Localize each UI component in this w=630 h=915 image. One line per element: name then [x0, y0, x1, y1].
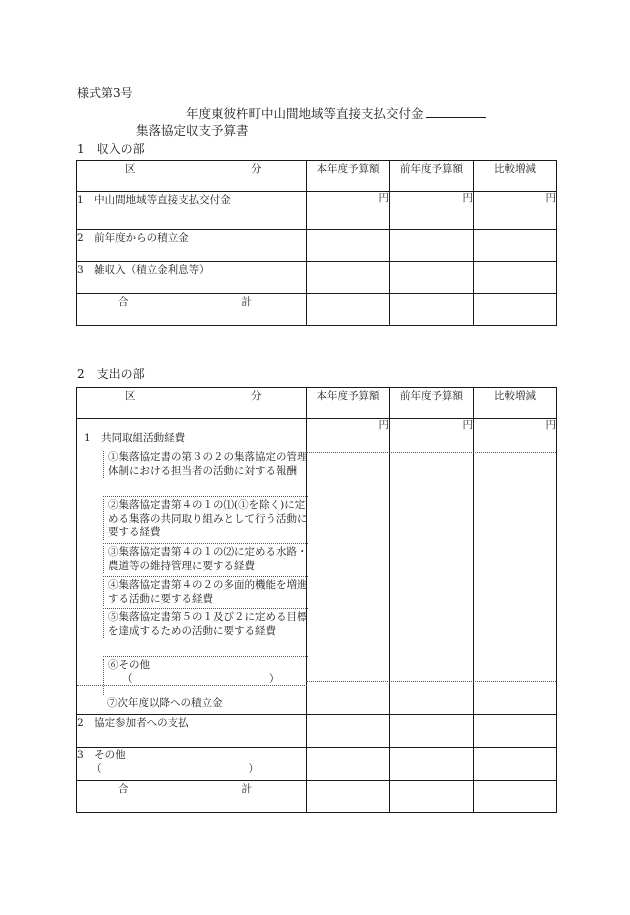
sub-item-3: ③集落協定書第４の１の⑵に定める水路・農道等の維持管理に要する経費: [103, 546, 308, 573]
cell: [474, 781, 557, 813]
dotted-divider: [103, 543, 308, 544]
title-blank-line: [426, 106, 486, 118]
dotted-divider: [103, 496, 308, 497]
expense-row-2: [77, 715, 557, 748]
income-label-1: 1 中山間地域等直接支払交付金: [77, 192, 307, 230]
dotted-divider-amounts: [306, 681, 556, 682]
header-current-budget: 本年度予算額: [307, 161, 390, 192]
yen-unit: 円: [474, 192, 557, 230]
cell: [307, 262, 390, 294]
yen-unit: 円: [390, 419, 474, 715]
header-difference: 比較増減: [474, 161, 557, 192]
income-row-2: [77, 230, 557, 262]
expense-row-3: [77, 748, 557, 781]
header-difference: 比較増減: [474, 388, 557, 419]
expense-label-2: 2 協定参加者への支払: [77, 715, 307, 748]
cell: [390, 230, 474, 262]
expense-section-title: 2 支出の部: [77, 367, 145, 381]
income-header-row: [77, 161, 557, 192]
header-category: 区 分: [77, 161, 307, 192]
header-category: 区 分: [77, 388, 307, 419]
form-number: 様式第3号: [77, 86, 133, 100]
dotted-divider: [103, 608, 308, 609]
expense-total-row: [77, 781, 557, 813]
cell: [390, 294, 474, 326]
income-total-row: [77, 294, 557, 326]
expense-label-1: 1 共同取組活動経費: [84, 432, 186, 444]
sub-item-6: ⑥その他 （ ）: [103, 659, 308, 695]
income-row-1: [77, 192, 557, 230]
title-line-1: [186, 104, 486, 122]
header-current-budget: 本年度予算額: [307, 388, 390, 419]
income-total-label: 合 計: [77, 294, 307, 326]
cell: [307, 715, 390, 748]
header-previous-budget: 前年度予算額: [390, 388, 474, 419]
cell: [390, 262, 474, 294]
dotted-divider: [103, 576, 308, 577]
cell: [307, 230, 390, 262]
yen-unit: 円: [474, 419, 557, 715]
dotted-divider-amounts: [306, 452, 556, 453]
yen-unit: 円: [390, 192, 474, 230]
header-previous-budget: 前年度予算額: [390, 161, 474, 192]
income-row-3: [77, 262, 557, 294]
sub-item-7: ⑦次年度以降への積立金: [107, 697, 223, 709]
expense-header-row: [77, 388, 557, 419]
dotted-divider-full: [77, 685, 307, 686]
expense-label-1-block: [77, 419, 307, 715]
sub-item-1: ①集落協定書の第３の２の集落協定の管理体制における担当者の活動に対する報酬: [103, 451, 308, 478]
yen-unit: 円: [307, 419, 390, 715]
expense-table: [76, 387, 557, 813]
title-line-2: 集落協定収支予算書: [136, 123, 249, 138]
cell: [307, 294, 390, 326]
cell: [390, 781, 474, 813]
sub-item-4: ④集落協定書第４の２の多面的機能を増進する活動に要する経費: [103, 579, 308, 606]
cell: [474, 262, 557, 294]
expense-total-label: 合 計: [77, 781, 307, 813]
cell: [474, 748, 557, 781]
dotted-divider: [103, 656, 308, 657]
cell: [390, 715, 474, 748]
cell: [474, 230, 557, 262]
sub-item-5: ⑤集落協定書第５の１及び２に定める目標を達成するための活動に要する経費: [103, 611, 308, 638]
expense-label-3: 3 その他 （ ）: [77, 748, 307, 781]
cell: [474, 294, 557, 326]
cell: [307, 748, 390, 781]
yen-unit: 円: [307, 192, 390, 230]
cell: [474, 715, 557, 748]
income-label-3: 3 雑収入（積立金利息等）: [77, 262, 307, 294]
cell: [307, 781, 390, 813]
income-table: [76, 160, 557, 326]
title-text: 年度東彼杵町中山間地域等直接支払交付金: [186, 106, 424, 121]
sub-item-2: ②集落協定書第４の１の⑴(①を除く)に定める集落の共同取り組みとして行う活動に要する経費: [103, 499, 308, 540]
cell: [390, 748, 474, 781]
expense-row-1: [77, 419, 557, 715]
income-section-title: 1 収入の部: [77, 142, 145, 156]
income-label-2: 2 前年度からの積立金: [77, 230, 307, 262]
